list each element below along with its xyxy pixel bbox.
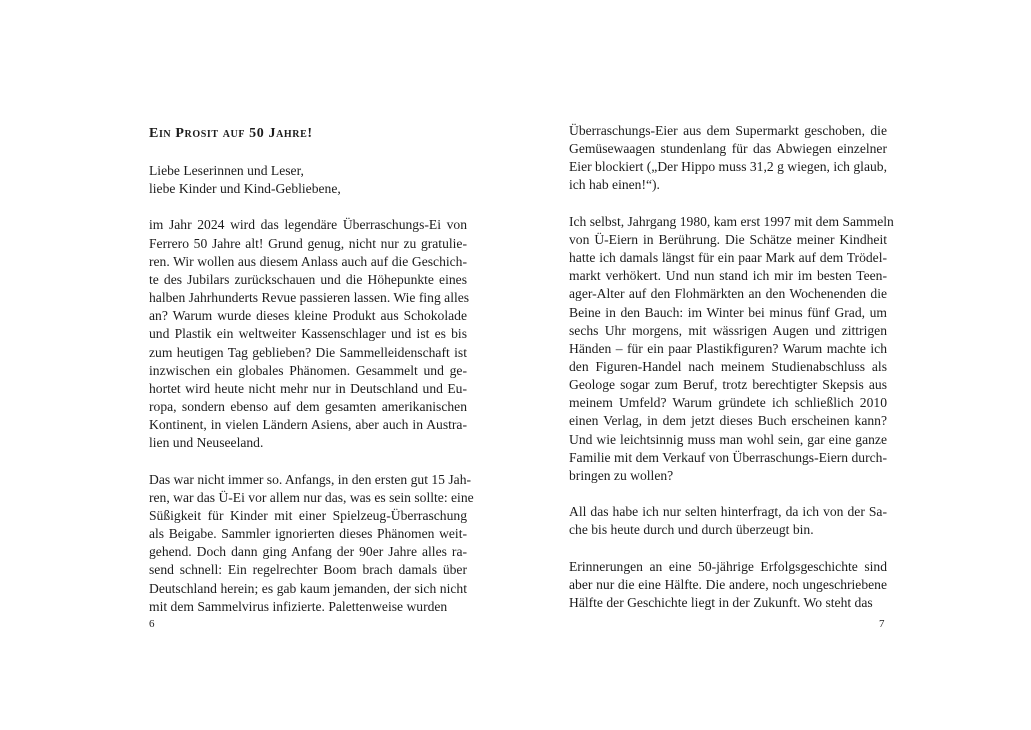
text-line: Händen – für ein paar Plastikfiguren? Warum machte ich	[569, 340, 887, 356]
text-line: als Beigabe. Sammler ignorierten dieses Phänomen weit-	[149, 526, 467, 542]
text-line: und Plastik ein weltweiter Kassenschlager und ist es bis	[149, 326, 467, 342]
text-line: aber nur die eine Hälfte. Die andere, noch ungeschriebene	[569, 576, 887, 592]
left-paragraphs	[149, 216, 474, 615]
left-page	[0, 0, 515, 730]
text-line: im Jahr 2024 wird das legendäre Überraschungs-Ei von	[149, 217, 467, 233]
right-text-column	[569, 122, 894, 630]
text-line: mit dem Sammelvirus infizierte. Palettenweise wurden	[149, 598, 448, 614]
text-line: ren, war das Ü-Ei vor allem nur das, was es sein sollte: eine	[149, 489, 474, 505]
page-number-right: 7	[879, 618, 885, 630]
text-line: markt verhökert. Und nun stand ich mir im besten Teen-	[569, 268, 887, 284]
text-line: ager-Alter auf den Flohmärkten an den Wochenenden die	[569, 286, 887, 302]
text-line: send schnell: Ein regelrechter Boom brach damals über	[149, 562, 467, 578]
paragraph	[569, 503, 887, 539]
text-line: ich hab einen!“).	[569, 177, 660, 193]
text-line: Und wie leichtsinnig muss man wohl sein, gar eine ganze	[569, 431, 887, 447]
text-line: Gemüsewaagen stundenlang für das Abwiegen einzelner	[569, 141, 887, 157]
text-line: Das war nicht immer so. Anfangs, in den ersten gut 15 Jah-	[149, 471, 472, 487]
right-page	[516, 0, 1031, 730]
text-line: an? Warum wurde dieses kleine Produkt aus Schokolade	[149, 308, 467, 324]
text-line: Beine in den Bauch: im Winter bei minus fünf Grad, um	[569, 304, 887, 320]
text-line: Erinnerungen an eine 50-jährige Erfolgsgeschichte sind	[569, 558, 887, 574]
text-line: von Ü-Eiern in Berührung. Die Schätze meiner Kindheit	[569, 231, 887, 247]
salutation	[149, 162, 467, 198]
text-line: zum heutigen Tag geblieben? Die Sammelleidenschaft ist	[149, 344, 467, 360]
text-line: All das habe ich nur selten hinterfragt, da ich von der Sa-	[569, 504, 887, 520]
text-line: meinem Umfeld? Warum gründete ich schließlich 2010	[569, 395, 887, 411]
paragraph	[149, 471, 474, 616]
paragraph	[569, 122, 887, 195]
text-line: lien und Neuseeland.	[149, 435, 264, 451]
text-line: Kontinent, in vielen Ländern Asiens, aber auch in Austra-	[149, 417, 467, 433]
text-line: ren. Wir wollen aus diesem Anlass auch auf die Geschich-	[149, 253, 467, 269]
text-line: Süßigkeit für Kinder mit einer Spielzeug-Überraschung	[149, 507, 467, 523]
right-paragraphs	[569, 122, 894, 612]
text-line: Ich selbst, Jahrgang 1980, kam erst 1997 mit dem Sammeln	[569, 213, 894, 229]
text-line: Hälfte der Geschichte liegt in der Zukunft. Wo steht das	[569, 595, 873, 611]
paragraph	[149, 216, 470, 452]
text-line: Deutschland herein; es gab kaum jemanden, der sich nicht	[149, 580, 467, 596]
text-line: Eier blockiert („Der Hippo muss 31,2 g wiegen, ich glaub,	[569, 159, 887, 175]
text-line: den Figuren-Handel nach meinem Studienabschluss als	[569, 359, 887, 375]
left-text-column	[149, 122, 474, 634]
text-line: Familie mit dem Verkauf von Überraschungs-Eiern durch-	[569, 449, 887, 465]
text-line: hortet wird heute nicht mehr nur in Deutschland und Eu-	[149, 380, 467, 396]
paragraph	[569, 558, 887, 612]
text-line: Ferrero 50 Jahre alt! Grund genug, nicht nur zu gratulie-	[149, 235, 467, 251]
text-line: Geologe sogar zum Beruf, trotz berechtigter Skepsis aus	[569, 377, 887, 393]
text-line: gehend. Doch dann ging Anfang der 90er Jahre alles ra-	[149, 544, 467, 560]
text-line: che bis heute durch und durch überzeugt bin.	[569, 522, 814, 538]
text-line: inzwischen ein globales Phänomen. Gesammelt und ge-	[149, 362, 467, 378]
text-line: te des Jubilars zurückschauen und die Höhepunkte eines	[149, 271, 467, 287]
chapter-heading: Ein Prosit auf 50 Jahre!	[149, 126, 313, 141]
page-number-left: 6	[149, 618, 155, 630]
text-line: Überraschungs-Eier aus dem Supermarkt geschoben, die	[569, 123, 887, 138]
text-line: bringen zu wollen?	[569, 467, 674, 483]
text-line: hatte ich damals längst für ein paar Mark auf dem Trödel-	[569, 250, 887, 266]
text-line: halben Jahrhunderts Revue passieren lassen. Wie fing alles	[149, 290, 470, 306]
text-line: ropa, sondern ebenso auf dem gesamten amerikanischen	[149, 399, 467, 415]
text-line: sechs Uhr morgens, mit wässrigen Augen und zittrigen	[569, 322, 887, 338]
text-line: einen Verlag, in dem jetzt dieses Buch erscheinen kann?	[569, 413, 887, 429]
salutation-line: liebe Kinder und Kind-Gebliebene,	[149, 181, 341, 197]
salutation-line: Liebe Leserinnen und Leser,	[149, 163, 304, 178]
paragraph	[569, 213, 894, 485]
